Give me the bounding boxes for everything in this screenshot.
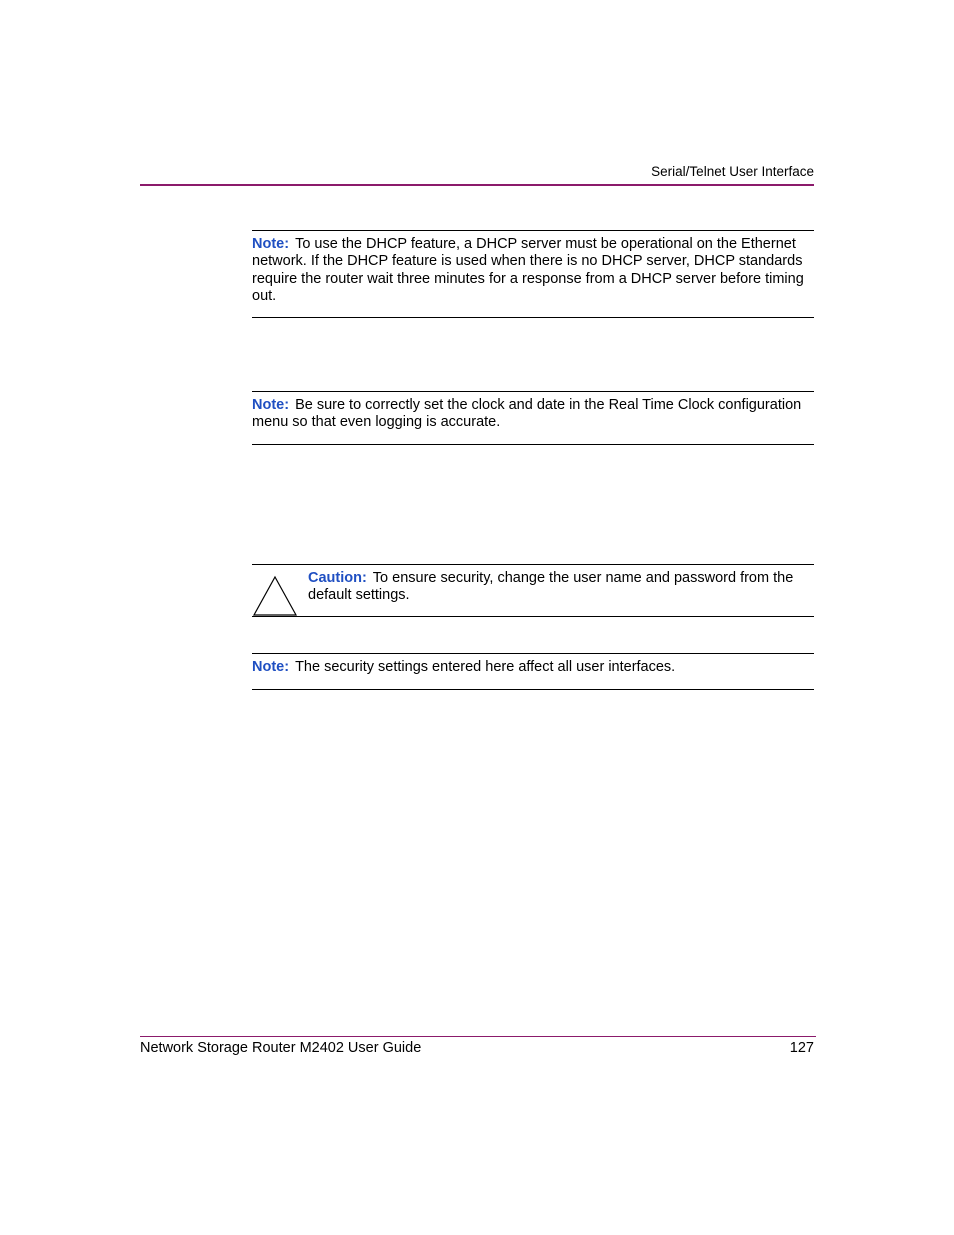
note-label: Note: <box>252 397 290 413</box>
page-number: 127 <box>789 1040 814 1056</box>
note-text: The security settings entered here affect all user interfaces. <box>295 659 676 675</box>
running-header: Serial/Telnet User Interface <box>651 164 814 179</box>
note-text: Be sure to correctly set the clock and date in the Real Time Clock configuration menu so that even logging is accurate. <box>252 397 802 431</box>
caution-text: To ensure security, change the user name and password from the default settings. <box>308 570 794 604</box>
footer-doc-title: Network Storage Router M2402 User Guide <box>140 1040 422 1056</box>
note-text: To use the DHCP feature, a DHCP server must be operational on the Ethernet network. If the DHCP feature is used when there is no DHCP server, DHCP standards require the router wait three minutes for a response from a DHCP server before timing out. <box>252 236 804 304</box>
note-label: Note: <box>252 659 290 675</box>
note-clock <box>252 391 814 445</box>
caution-security <box>252 564 814 617</box>
footer-rule <box>140 1036 816 1037</box>
note-dhcp <box>252 230 814 318</box>
caution-label: Caution: <box>308 570 367 586</box>
note-label: Note: <box>252 236 290 252</box>
note-security <box>252 653 814 690</box>
header-rule <box>140 184 814 186</box>
caution-triangle-icon <box>252 575 298 617</box>
